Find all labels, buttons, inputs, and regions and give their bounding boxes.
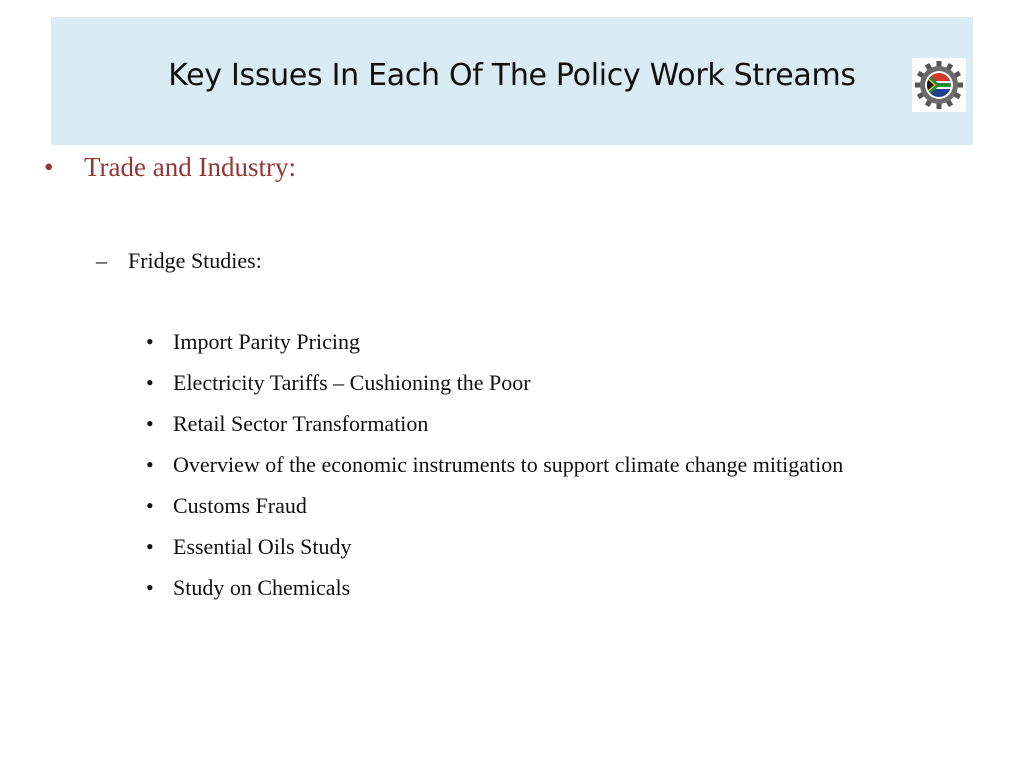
- level1-bullet: [44, 152, 296, 183]
- list-item: [146, 329, 843, 370]
- list-item-text: Electricity Tariffs – Cushioning the Poor: [173, 370, 531, 395]
- bullet-icon: •: [44, 152, 54, 182]
- list-item-text: Retail Sector Transformation: [173, 411, 429, 436]
- list-item-text: Study on Chemicals: [173, 575, 351, 600]
- dash-icon: –: [96, 248, 107, 273]
- bullet-icon: •: [146, 575, 154, 600]
- bullet-icon: •: [146, 329, 154, 354]
- bullet-icon: •: [146, 370, 154, 395]
- list-item: [146, 411, 843, 452]
- list-item: [146, 493, 843, 534]
- list-item: [146, 575, 843, 616]
- level2-bullet: [96, 248, 262, 274]
- gear-flag-emblem-icon: [912, 58, 966, 112]
- list-item: [146, 452, 843, 493]
- list-item-text: Import Parity Pricing: [173, 329, 360, 354]
- bullet-icon: •: [146, 534, 154, 559]
- study-list: [146, 329, 843, 616]
- bullet-icon: •: [146, 411, 154, 436]
- bullet-icon: •: [146, 452, 154, 477]
- slide-title: Key Issues In Each Of The Policy Work Streams: [168, 58, 856, 93]
- list-item-text: Essential Oils Study: [173, 534, 352, 559]
- bullet-icon: •: [146, 493, 154, 518]
- list-item-text: Overview of the economic instruments to support climate change mitigation: [173, 452, 844, 477]
- list-item: [146, 370, 843, 411]
- level2-text: Fridge Studies:: [128, 248, 262, 273]
- level1-text: Trade and Industry:: [84, 152, 296, 182]
- list-item: [146, 534, 843, 575]
- list-item-text: Customs Fraud: [173, 493, 307, 518]
